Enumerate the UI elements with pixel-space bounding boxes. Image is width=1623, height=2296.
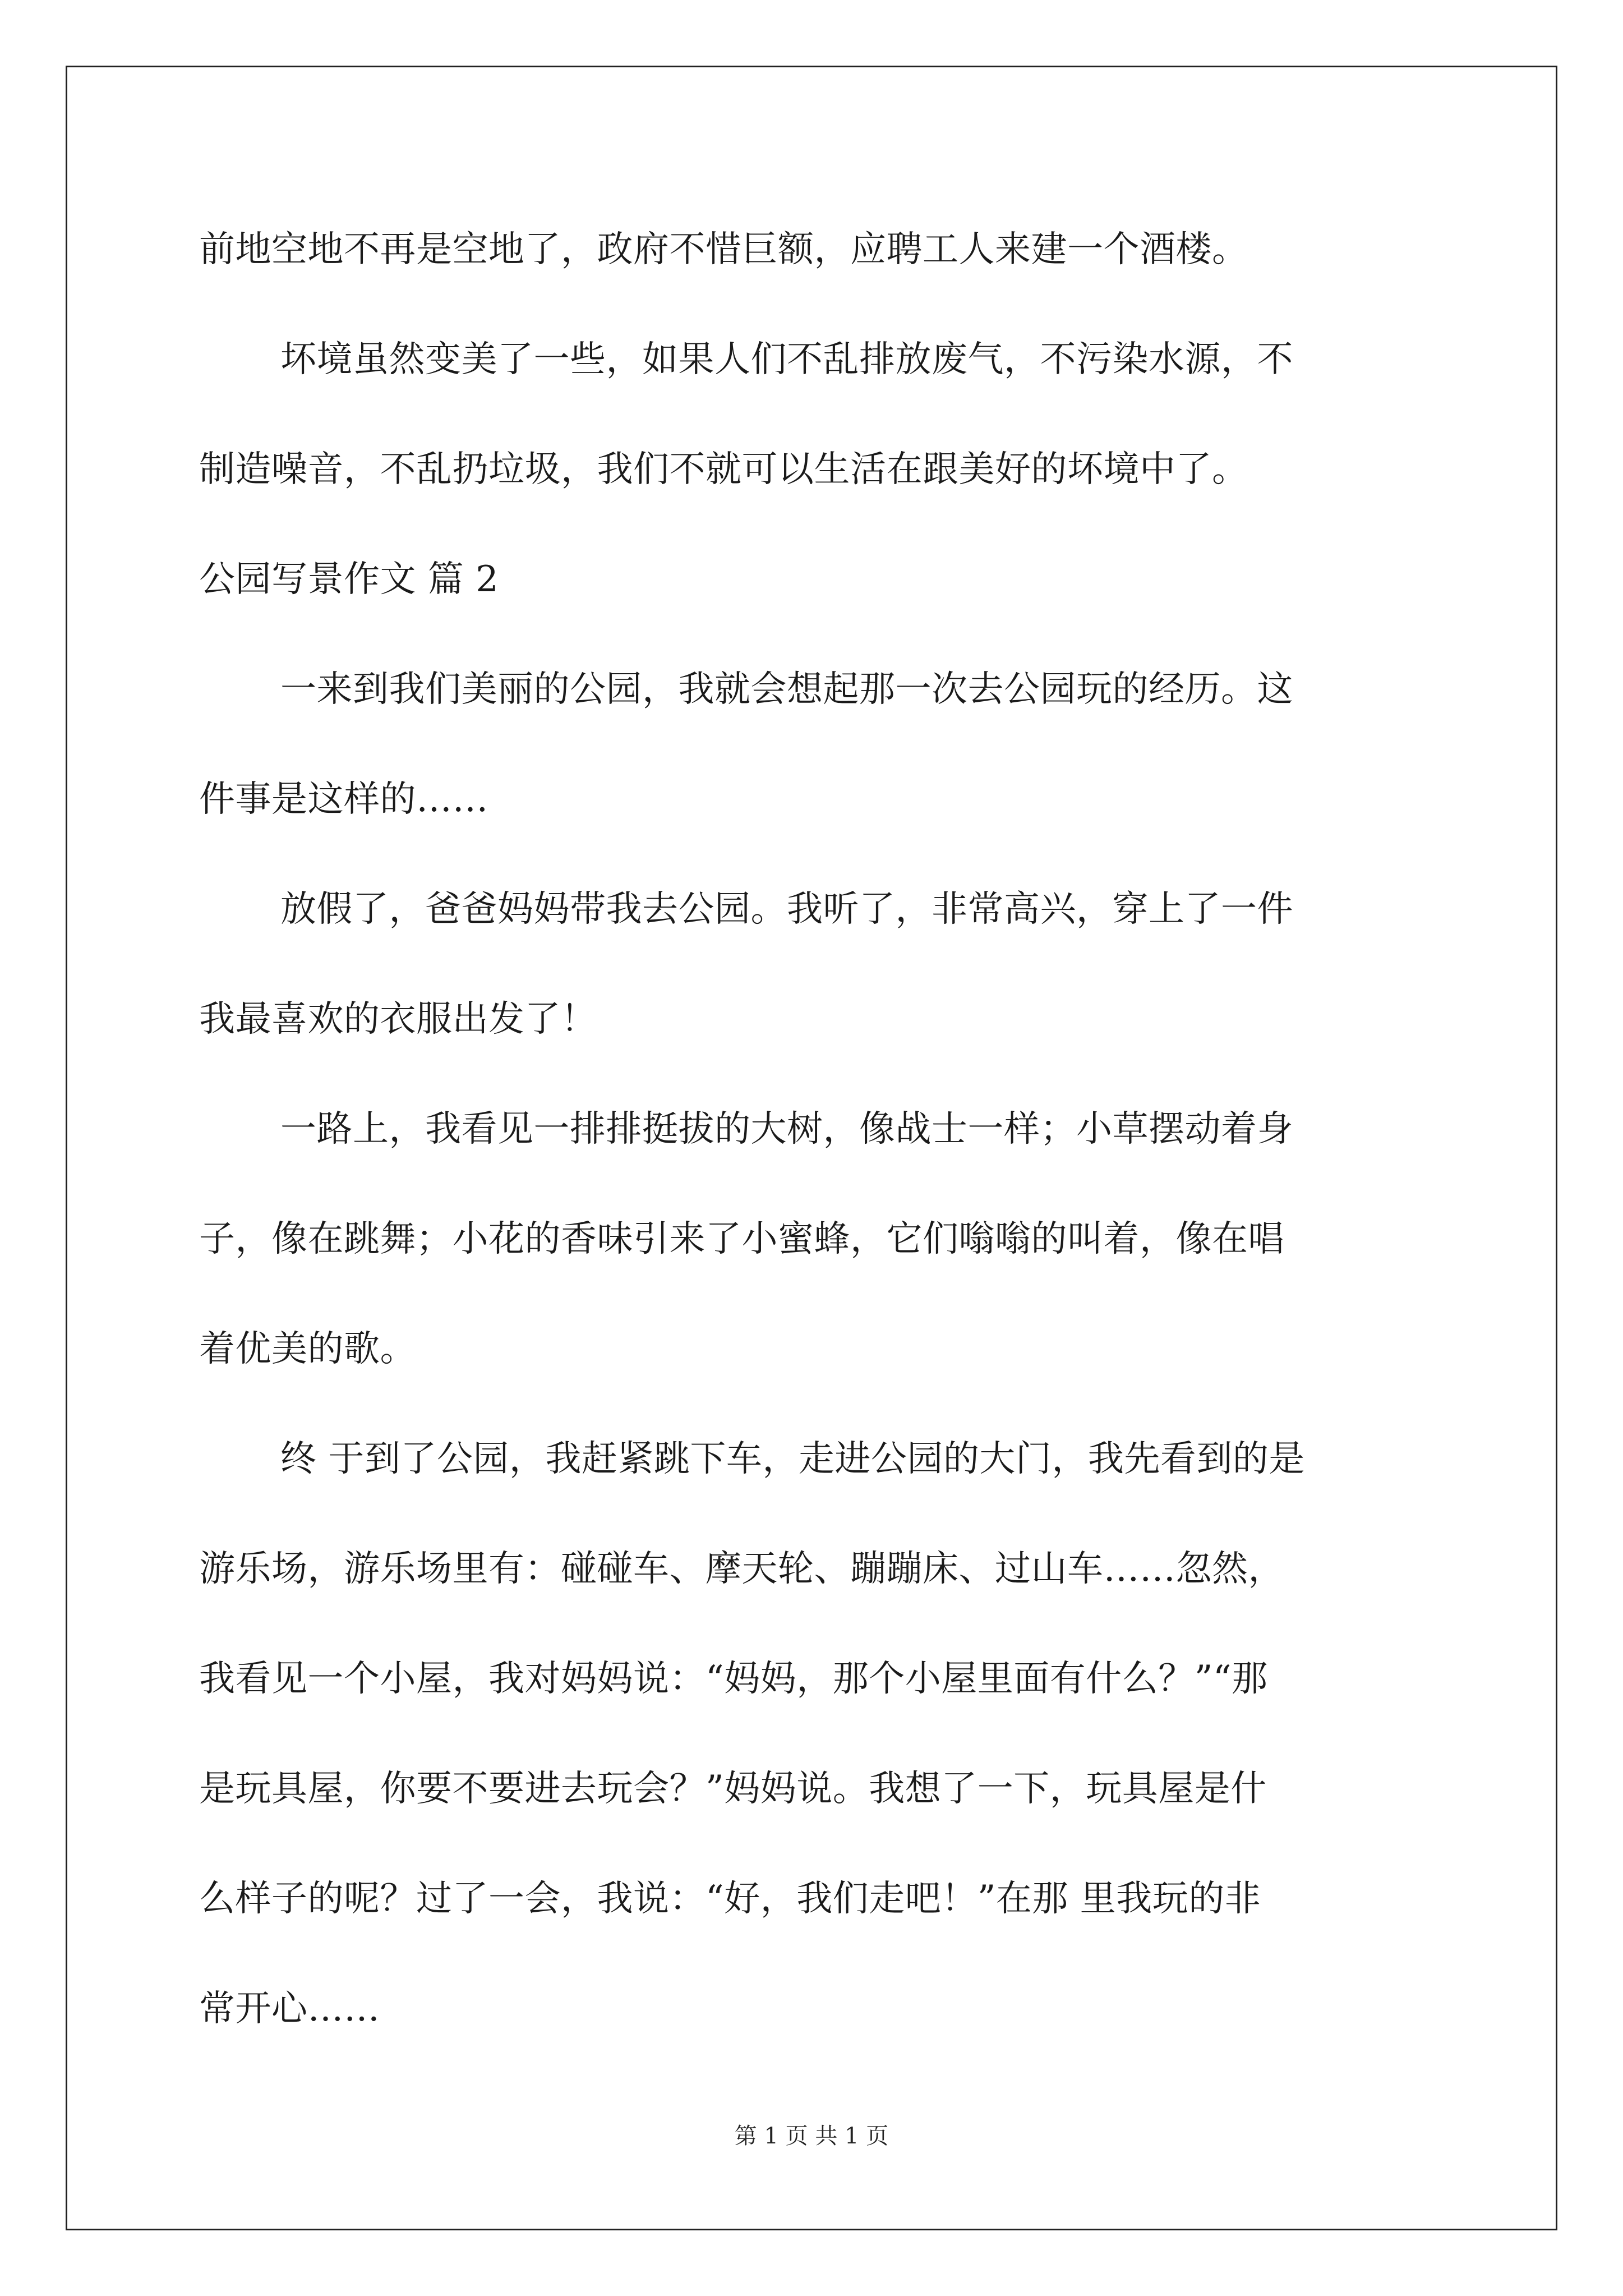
text-line-3: 制造噪音，不乱扔垃圾，我们不就可以生活在跟美好的坏境中了。: [199, 449, 1248, 490]
text-line-6: 件事是这样的……: [199, 779, 488, 820]
text-line-17: 常开心……: [199, 1988, 380, 2030]
page-number-footer: 第 1 页 共 1 页: [734, 2123, 889, 2149]
text-line-14: 我看见一个小屋，我对妈妈说：“妈妈，那个小屋里面有什么？”“那: [199, 1658, 1268, 1700]
text-line-12: 终 于到了公园，我赶紧跳下车，走进公园的大门，我先看到的是: [280, 1438, 1305, 1480]
text-line-1: 前地空地不再是空地了，政府不惜巨额，应聘工人来建一个酒楼。: [199, 229, 1248, 270]
section-heading: 公园写景作文 篇 2: [199, 559, 499, 600]
text-line-5: 一来到我们美丽的公园，我就会想起那一次去公园玩的经历。这: [280, 669, 1293, 710]
text-line-13: 游乐场，游乐场里有：碰碰车、摩天轮、蹦蹦床、过山车……忽然，: [199, 1548, 1284, 1590]
text-line-9: 一路上，我看见一排排挺拔的大树，像战士一样；小草摆动着身: [280, 1108, 1293, 1150]
text-line-10: 子，像在跳舞；小花的香味引来了小蜜蜂，它们嗡嗡的叫着，像在唱: [199, 1218, 1284, 1260]
text-line-8: 我最喜欢的衣服出发了！: [199, 999, 597, 1040]
text-line-11: 着优美的歌。: [199, 1328, 416, 1370]
document-body: [199, 208, 1433, 2077]
text-line-15: 是玩具屋，你要不要进去玩会？”妈妈说。我想了一下，玩具屋是什: [199, 1768, 1267, 1810]
text-line-7: 放假了，爸爸妈妈带我去公园。我听了，非常高兴，穿上了一件: [280, 889, 1293, 930]
text-line-16: 么样子的呢？过了一会，我说：“好，我们走吧！”在那 里我玩的非: [199, 1878, 1261, 1920]
text-line-2: 坏境虽然变美了一些，如果人们不乱排放废气，不污染水源，不: [280, 339, 1293, 380]
